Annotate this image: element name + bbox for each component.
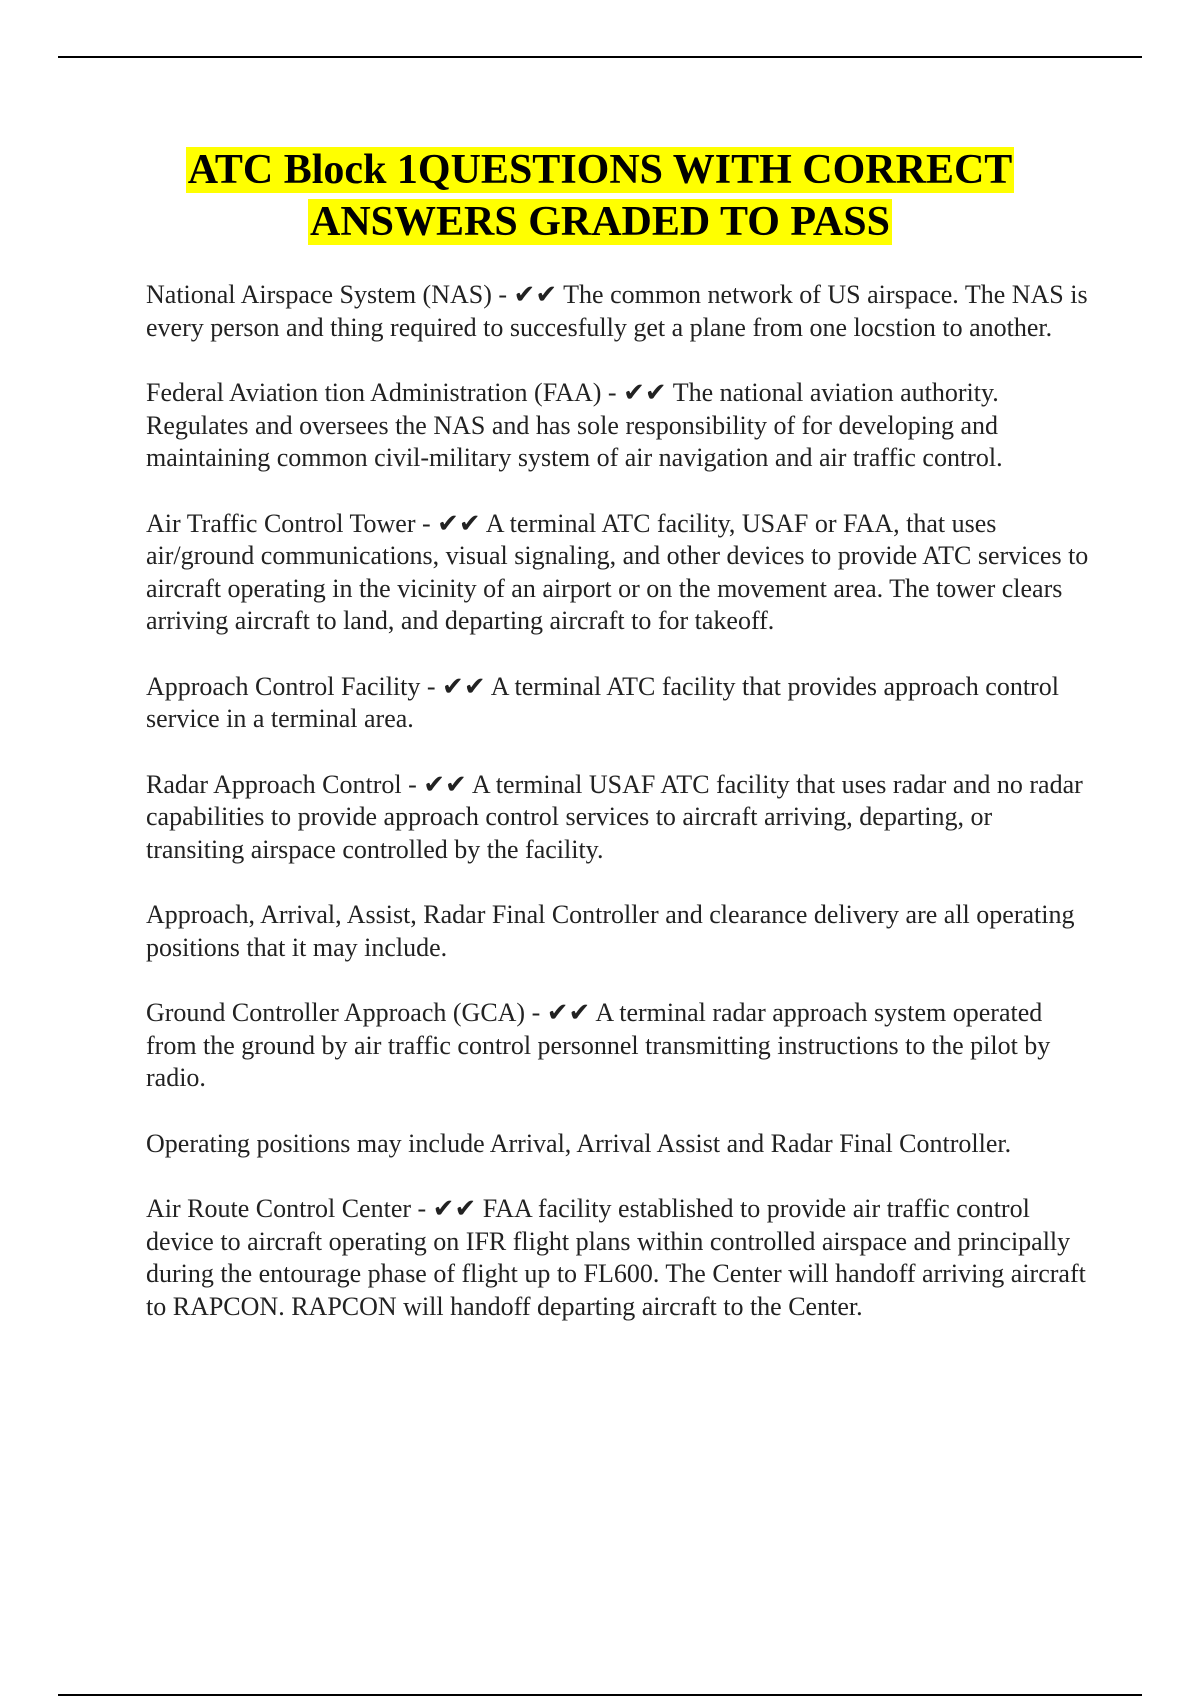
title-highlight: ATC Block 1QUESTIONS WITH CORRECT ANSWERS GRADED TO PASS	[187, 147, 1013, 245]
entry-radar-approach-control: Radar Approach Control - ✔✔ A terminal USAF ATC facility that uses radar and no radar capabilities to provide approach control services to aircraft arriving, departing, or transiting airspace controlled by the facility.	[146, 769, 1083, 864]
entry-operating-positions-1: Approach, Arrival, Assist, Radar Final Controller and clearance delivery are all operating positions that it may include.	[146, 900, 1075, 962]
entry-approach-control-facility: Approach Control Facility - ✔✔ A terminal ATC facility that provides approach control service in a terminal area.	[146, 671, 1059, 733]
entry-gca: Ground Controller Approach (GCA) - ✔✔ A terminal radar approach system operated from the ground by air traffic control personnel transmitting instructions to the pilot by radio.	[146, 998, 1051, 1092]
document-body	[146, 279, 1092, 1356]
entry-faa: Federal Aviation tion Administration (FAA) - ✔✔ The national aviation authority. Regulates and oversees the NAS and has sole responsibility of for developing and maintaining common civil-military system of air navigation and air traffic control.	[146, 378, 1003, 472]
entry-artcc: Air Route Control Center - ✔✔ FAA facility established to provide air traffic control device to aircraft operating on IFR flight plans within controlled airspace and principally during the entourage phase of flight up to FL600. The Center will handoff arriving aircraft to RAPCON. RAPCON will handoff departing aircraft to the Center.	[146, 1194, 1086, 1321]
bottom-rule	[58, 1694, 1142, 1696]
entry-atc-tower: Air Traffic Control Tower - ✔✔ A terminal ATC facility, USAF or FAA, that uses air/ground communications, visual signaling, and other devices to provide ATC services to aircraft operating in the vicinity of an airport or on the movement area. The tower clears arriving aircraft to land, and departing aircraft to for takeoff.	[146, 508, 1089, 635]
document-title	[100, 144, 1100, 248]
top-rule	[58, 56, 1142, 58]
entry-operating-positions-2: Operating positions may include Arrival, Arrival Assist and Radar Final Controller.	[146, 1128, 1012, 1158]
entry-nas: National Airspace System (NAS) - ✔✔ The common network of US airspace. The NAS is every person and thing required to succesfully get a plane from one locstion to another.	[146, 280, 1088, 342]
